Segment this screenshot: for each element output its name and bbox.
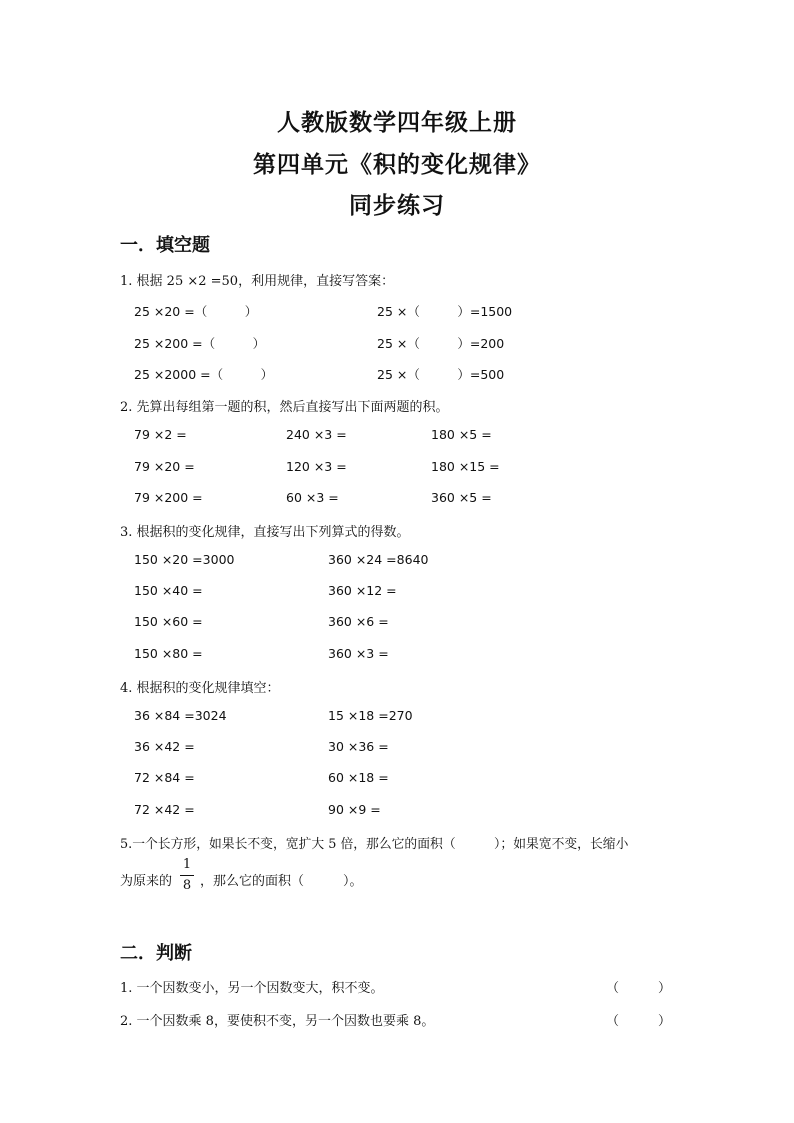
q3-col2-item: 360 ×6 = xyxy=(328,614,389,629)
fraction-numerator: 1 xyxy=(182,857,192,872)
q4-col2-item: 90 ×9 = xyxy=(328,802,381,817)
fraction-bar xyxy=(180,875,194,876)
section1-heading: 一．填空题 xyxy=(120,235,210,256)
q1-prompt: 1. 根据 25 ×2 =50，利用规律，直接写答案： xyxy=(120,274,395,289)
doc-title-line1: 人教版数学四年级上册 xyxy=(277,109,517,136)
q1-right-item: 25 ×（ ）=200 xyxy=(377,336,505,351)
q4-col1-item: 72 ×42 = xyxy=(134,802,195,817)
q4-col2-item: 30 ×36 = xyxy=(328,739,389,754)
q5-line2-before: 为原来的 xyxy=(120,874,173,889)
judge-item-paren: （ ） xyxy=(606,1014,672,1029)
q2-prompt: 2. 先算出每组第一题的积，然后直接写出下面两题的积。 xyxy=(120,400,449,415)
judge-item-paren: （ ） xyxy=(606,981,672,996)
q2-col2-item: 240 ×3 = xyxy=(286,427,347,442)
q2-col1-item: 79 ×20 = xyxy=(134,459,195,474)
q3-col2-item: 360 ×3 = xyxy=(328,646,389,661)
q2-col1-item: 79 ×2 = xyxy=(134,427,187,442)
q3-col1-item: 150 ×20 =3000 xyxy=(134,552,235,567)
q1-left-item: 25 ×200 =（ ） xyxy=(134,336,266,351)
q5-line2-after: ，那么它的面积（ ）。 xyxy=(200,874,363,889)
q2-col2-item: 120 ×3 = xyxy=(286,459,347,474)
q4-col1-item: 72 ×84 = xyxy=(134,770,195,785)
q4-col1-item: 36 ×42 = xyxy=(134,739,195,754)
q3-prompt: 3. 根据积的变化规律，直接写出下列算式的得数。 xyxy=(120,525,410,540)
judge-item-text: 1. 一个因数变小，另一个因数变大，积不变。 xyxy=(120,981,384,996)
q3-col2-item: 360 ×24 =8640 xyxy=(328,552,429,567)
q2-col3-item: 180 ×15 = xyxy=(431,459,500,474)
q2-col3-item: 180 ×5 = xyxy=(431,427,492,442)
section2-heading: 二．判断 xyxy=(120,943,192,964)
q3-col2-item: 360 ×12 = xyxy=(328,583,397,598)
q4-prompt: 4. 根据积的变化规律填空： xyxy=(120,681,280,696)
q1-left-item: 25 ×2000 =（ ） xyxy=(134,367,274,382)
q3-col1-item: 150 ×80 = xyxy=(134,646,203,661)
q5-line1: 5.一个长方形，如果长不变，宽扩大 5 倍，那么它的面积（ ）；如果宽不变，长缩小 xyxy=(120,837,629,852)
fraction-denominator: 8 xyxy=(182,878,192,893)
q3-col1-item: 150 ×40 = xyxy=(134,583,203,598)
q4-col1-item: 36 ×84 =3024 xyxy=(134,708,227,723)
q2-col2-item: 60 ×3 = xyxy=(286,490,339,505)
q1-left-item: 25 ×20 =（ ） xyxy=(134,304,258,319)
q4-col2-item: 15 ×18 =270 xyxy=(328,708,413,723)
q1-right-item: 25 ×（ ）=1500 xyxy=(377,304,513,319)
q4-col2-item: 60 ×18 = xyxy=(328,770,389,785)
q5-fraction xyxy=(180,857,194,894)
judge-item-text: 2. 一个因数乘 8，要使积不变，另一个因数也要乘 8。 xyxy=(120,1014,435,1029)
q2-col1-item: 79 ×200 = xyxy=(134,490,203,505)
q1-right-item: 25 ×（ ）=500 xyxy=(377,367,505,382)
q2-col3-item: 360 ×5 = xyxy=(431,490,492,505)
doc-title-line3: 同步练习 xyxy=(349,192,445,219)
q3-col1-item: 150 ×60 = xyxy=(134,614,203,629)
doc-title-line2: 第四单元《积的变化规律》 xyxy=(253,151,541,178)
